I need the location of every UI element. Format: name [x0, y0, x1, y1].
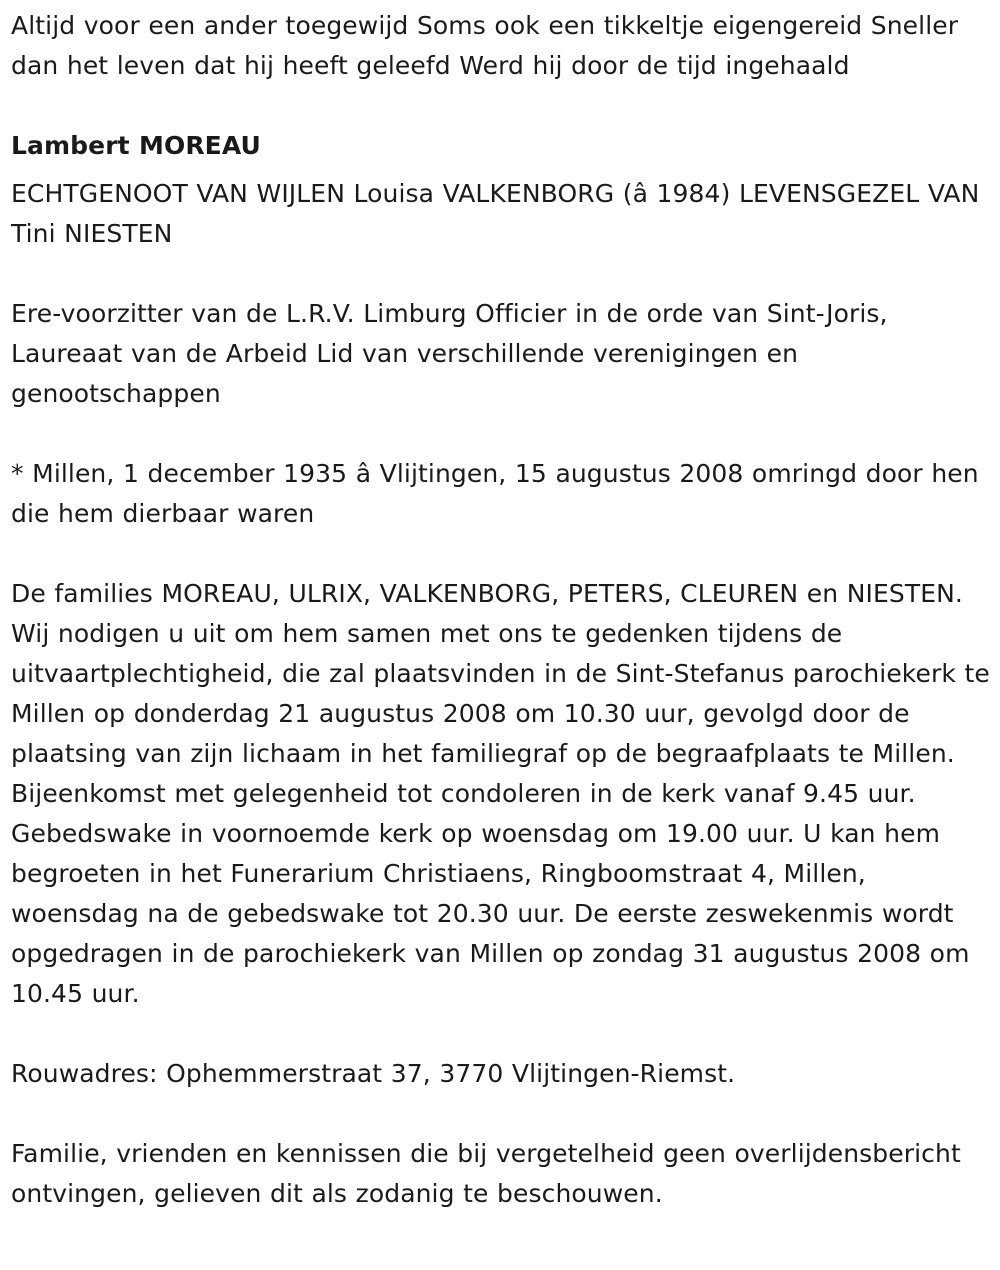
- birth-death-paragraph: * Millen, 1 december 1935 â Vlijtingen, 15 augustus 2008 omringd door hen die hem dierbaar waren: [11, 459, 979, 528]
- motto-paragraph: Altijd voor een ander toegewijd Soms ook een tikkeltje eigengereid Sneller dan het leven dat hij heeft geleefd Werd hij door de tijd ingehaald: [11, 11, 959, 80]
- announcement-paragraph: De families MOREAU, ULRIX, VALKENBORG, PETERS, CLEUREN en NIESTEN. Wij nodigen u uit om hem samen met ons te gedenken tijdens de uitvaartplechtigheid, die zal plaatsvinden in de Sint-Stefanus parochiekerk te Millen op donderdag 21 augustus 2008 om 10.30 uur, gevolgd door de plaatsing van zijn lichaam in het familiegraf op de begraafplaats te Millen. Bijeenkomst met gelegenheid tot condoleren in de kerk vanaf 9.45 uur. Gebedswake in voornoemde kerk op woensdag om 19.00 uur. U kan hem begroeten in het Funerarium Christiaens, Ringboomstraat 4, Millen, woensdag na de gebedswake tot 20.30 uur. De eerste zeswekenmis wordt opgedragen in de parochiekerk van Millen op zondag 31 augustus 2008 om 10.45 uur.: [11, 579, 990, 1008]
- address-paragraph: Rouwadres: Ophemmerstraat 37, 3770 Vlijtingen-Riemst.: [11, 1059, 736, 1088]
- deceased-name: Lambert MOREAU: [11, 131, 261, 160]
- obituary-text: [11, 6, 991, 1214]
- titles-paragraph: Ere-voorzitter van de L.R.V. Limburg Officier in de orde van Sint-Joris, Laureaat van de Arbeid Lid van verschillende verenigingen en genootschappen: [11, 299, 888, 408]
- relations-paragraph: ECHTGENOOT VAN WIJLEN Louisa VALKENBORG (â 1984) LEVENSGEZEL VAN Tini NIESTEN: [11, 179, 980, 248]
- closing-note-paragraph: Familie, vrienden en kennissen die bij vergetelheid geen overlijdensbericht ontvingen, gelieven dit als zodanig te beschouwen.: [11, 1139, 961, 1208]
